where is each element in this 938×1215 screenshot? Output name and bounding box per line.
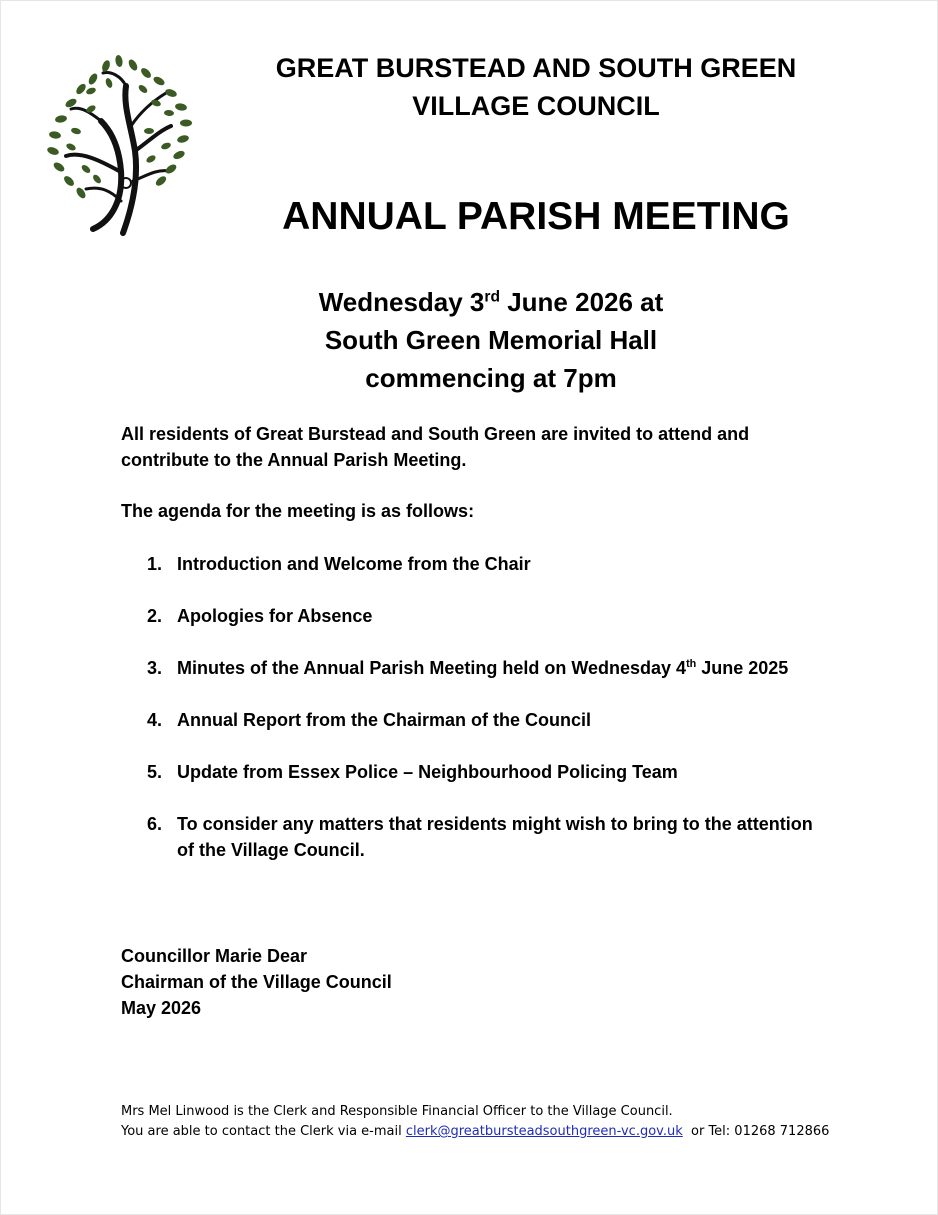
intro-paragraph: All residents of Great Burstead and South Green are invited to attend and contribute to the Annual Parish Meeting. (121, 424, 750, 470)
footer-clerk-line: Mrs Mel Linwood is the Clerk and Responsible Financial Officer to the Village Council. (121, 1104, 673, 1119)
agenda-intro: The agenda for the meeting is as follows: (121, 501, 475, 521)
signoff-role: Chairman of the Village Council (121, 972, 392, 992)
footer-contact (121, 1102, 881, 1142)
council-name (271, 49, 801, 125)
meeting-details (261, 283, 721, 397)
agenda-list (147, 551, 857, 889)
meeting-title: ANNUAL PARISH MEETING (282, 195, 790, 238)
agenda-item: 3. Minutes of the Annual Parish Meeting held on Wednesday 4th June 2025 (147, 658, 789, 678)
meeting-time: commencing at 7pm (365, 363, 617, 393)
footer-contact-line: You are able to contact the Clerk via e-mail clerk@greatbursteadsouthgreen-vc.gov.uk or Tel: 01268 712866 (121, 1124, 830, 1139)
agenda-item: 5. Update from Essex Police – Neighbourhood Policing Team (147, 762, 678, 782)
signoff (121, 943, 841, 1021)
council-name-line1: GREAT BURSTEAD AND SOUTH GREEN (275, 53, 797, 83)
agenda-item: 4. Annual Report from the Chairman of the Council (147, 710, 592, 730)
meeting-date: Wednesday 3rd June 2026 at (318, 287, 664, 317)
council-name-line2: VILLAGE COUNCIL (412, 91, 660, 121)
signoff-date: May 2026 (121, 998, 202, 1018)
agenda-item: 1. Introduction and Welcome from the Chair (147, 554, 531, 574)
meeting-venue: South Green Memorial Hall (324, 325, 658, 355)
clerk-email-link[interactable]: clerk@greatbursteadsouthgreen-vc.gov.uk (405, 1124, 683, 1139)
signoff-name: Councillor Marie Dear (121, 946, 308, 966)
agenda-item: 6. To consider any matters that residents might wish to bring to the attention of the Village Council. (147, 814, 813, 860)
tree-logo-icon (31, 51, 196, 241)
agenda-item: 2. Apologies for Absence (147, 606, 373, 626)
